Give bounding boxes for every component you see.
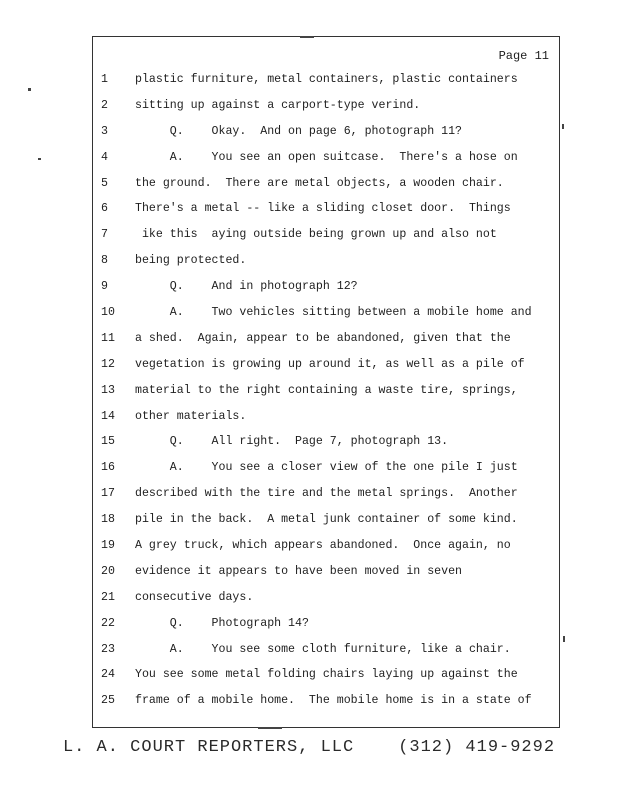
page-number: Page 11 — [498, 49, 549, 63]
line-number: 10 — [101, 306, 115, 320]
transcript-line — [93, 248, 559, 274]
line-text: Q. And in photograph 12? — [135, 280, 358, 294]
line-number: 23 — [101, 642, 115, 656]
transcript-line — [93, 481, 559, 507]
transcript-line — [93, 378, 559, 404]
transcript-line — [93, 119, 559, 145]
transcript-line — [93, 274, 559, 300]
line-text: Q. All right. Page 7, photograph 13. — [135, 435, 449, 449]
line-text: plastic furniture, metal containers, plastic containers — [135, 73, 518, 86]
line-number: 3 — [101, 124, 108, 138]
line-text: There's a metal -- like a sliding closet door. Things — [135, 202, 511, 216]
line-number: 17 — [101, 487, 115, 501]
line-number: 2 — [101, 98, 108, 112]
transcript-line — [93, 429, 559, 455]
transcript-line — [93, 222, 559, 248]
transcript-line — [93, 93, 559, 119]
transcript-line — [93, 300, 559, 326]
transcript-page — [92, 36, 560, 728]
line-number: 4 — [101, 150, 108, 164]
line-number: 15 — [101, 435, 115, 449]
line-text: Q. Okay. And on page 6, photograph 11? — [135, 124, 462, 138]
line-text: A. You see an open suitcase. There's a hose on — [135, 150, 518, 164]
scan-speck — [258, 727, 282, 729]
transcript-line — [93, 404, 559, 430]
line-number: 22 — [101, 616, 115, 630]
line-number: 19 — [101, 539, 115, 553]
line-text: a shed. Again, appear to be abandoned, given that the — [135, 331, 511, 345]
scan-speck — [38, 158, 41, 160]
transcript-line — [93, 611, 559, 637]
line-number: 20 — [101, 564, 115, 578]
line-number: 1 — [101, 73, 108, 86]
line-number: 6 — [101, 202, 108, 216]
line-number: 9 — [101, 280, 108, 294]
scan-speck — [562, 124, 564, 129]
line-text: sitting up against a carport-type verind. — [135, 98, 421, 112]
transcript-line — [93, 67, 559, 93]
line-number: 8 — [101, 254, 108, 268]
line-number: 7 — [101, 228, 108, 242]
court-reporter-phone: (312) 419-9292 — [398, 738, 556, 757]
line-number: 5 — [101, 176, 108, 190]
transcript-line — [93, 662, 559, 688]
line-text: A. Two vehicles sitting between a mobile home and — [135, 306, 532, 320]
transcript-line — [93, 455, 559, 481]
line-text: A. You see a closer view of the one pile I just — [135, 461, 518, 475]
line-text: the ground. There are metal objects, a wooden chair. — [135, 176, 504, 190]
line-text: frame of a mobile home. The mobile home is in a state of — [135, 694, 532, 708]
line-text: pile in the back. A metal junk container of some kind. — [135, 513, 518, 527]
line-number: 11 — [101, 331, 115, 345]
transcript-line — [93, 637, 559, 663]
line-number: 13 — [101, 383, 115, 397]
transcript-lines — [93, 67, 559, 714]
line-text: material to the right containing a waste tire, springs, — [135, 383, 518, 397]
line-number: 14 — [101, 409, 115, 423]
line-text: A. You see some cloth furniture, like a chair. — [135, 642, 511, 656]
line-number: 25 — [101, 694, 115, 708]
transcript-line — [93, 171, 559, 197]
line-text: evidence it appears to have been moved in seven — [135, 564, 462, 578]
line-number: 16 — [101, 461, 115, 475]
transcript-line — [93, 585, 559, 611]
transcript-line — [93, 559, 559, 585]
line-text: Q. Photograph 14? — [135, 616, 309, 630]
transcript-line — [93, 352, 559, 378]
line-number: 12 — [101, 357, 115, 371]
transcript-line — [93, 507, 559, 533]
court-reporter-name: L. A. COURT REPORTERS, LLC — [62, 738, 355, 757]
line-number: 21 — [101, 590, 115, 604]
line-number: 18 — [101, 513, 115, 527]
line-text: other materials. — [135, 409, 247, 423]
footer — [0, 738, 618, 757]
transcript-line — [93, 196, 559, 222]
scan-speck — [300, 36, 314, 38]
scan-speck — [563, 636, 565, 642]
transcript-line — [93, 688, 559, 714]
scan-speck — [28, 88, 31, 91]
transcript-line — [93, 533, 559, 559]
line-text: You see some metal folding chairs laying up against the — [135, 668, 518, 682]
line-text: A grey truck, which appears abandoned. Once again, no — [135, 539, 511, 553]
transcript-line — [93, 326, 559, 352]
line-text: consecutive days. — [135, 590, 254, 604]
line-number: 24 — [101, 668, 115, 682]
line-text: described with the tire and the metal springs. Another — [135, 487, 518, 501]
line-text: vegetation is growing up around it, as well as a pile of — [135, 357, 525, 371]
line-text: ike this aying outside being grown up and also not — [135, 228, 497, 242]
line-text: being protected. — [135, 254, 247, 268]
transcript-line — [93, 145, 559, 171]
